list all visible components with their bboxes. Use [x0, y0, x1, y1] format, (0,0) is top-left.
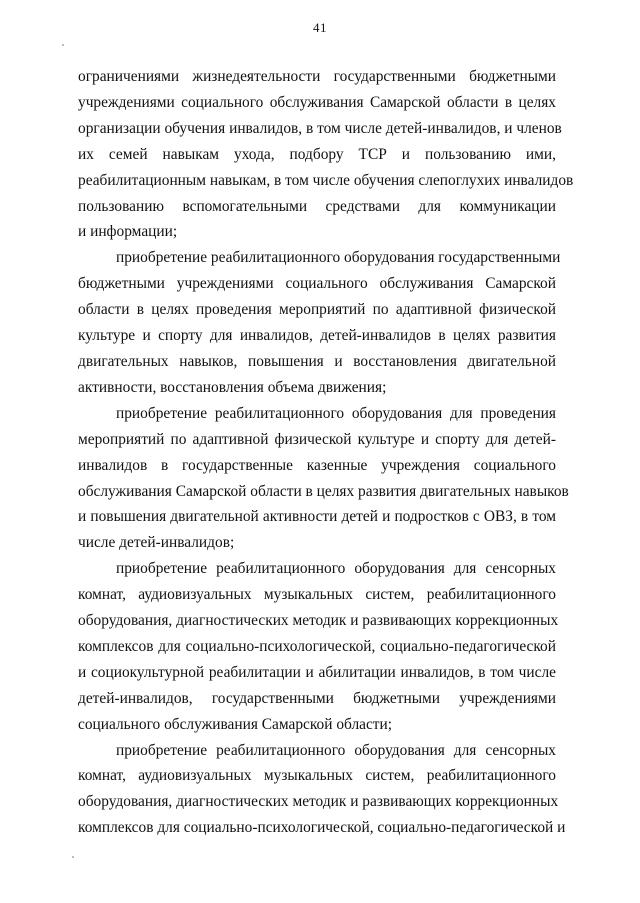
text-line: детей-инвалидов, государственными бюджетными учреждениями	[78, 689, 556, 707]
paragraph	[78, 245, 561, 400]
text-line: пользованию вспомогательными средствами для коммуникации	[78, 197, 556, 215]
text-line: комплексов для социально-психологической, социально-педагогической и	[78, 819, 566, 837]
text-line: комнат, аудиовизуальных музыкальных систем, реабилитационного	[78, 767, 556, 785]
text-line: и социокультурной реабилитации и абилитации инвалидов, в том числе	[78, 663, 556, 681]
text-line: культуре и спорту для инвалидов, детей-инвалидов в целях развития	[78, 327, 556, 345]
text-line: комнат, аудиовизуальных музыкальных систем, реабилитационного	[78, 586, 556, 604]
text-line: бюджетными учреждениями социального обслуживания Самарской	[78, 275, 556, 293]
text-line: ограничениями жизнедеятельности государственными бюджетными	[78, 68, 556, 85]
text-line: двигательных навыков, повышения и восстановления двигательной	[78, 352, 556, 370]
scan-speck	[72, 856, 74, 858]
text-line: комплексов для социально-психологической, социально-педагогической	[78, 637, 556, 655]
text-line: учреждениями социального обслуживания Самарской области в целях	[78, 93, 556, 111]
text-line: организации обучения инвалидов, в том числе детей-инвалидов, и членов	[78, 119, 562, 137]
text-line: приобретение реабилитационного оборудования для проведения	[116, 404, 556, 422]
text-line: их семей навыкам ухода, подбору ТСР и пользованию ими,	[78, 145, 556, 163]
paragraph	[78, 64, 574, 245]
text-line: социального обслуживания Самарской области;	[78, 715, 393, 733]
text-line: и информации;	[78, 223, 178, 241]
text-line: приобретение реабилитационного оборудования для сенсорных	[116, 560, 556, 578]
text-line: области в целях проведения мероприятий по адаптивной физической	[78, 301, 556, 319]
text-line: оборудования, диагностических методик и развивающих коррекционных	[78, 793, 559, 811]
text-line: мероприятий по адаптивной физической культуре и спорту для детей-	[78, 430, 556, 448]
paragraph	[78, 556, 559, 737]
text-line: оборудования, диагностических методик и развивающих коррекционных	[78, 612, 559, 630]
text-line: реабилитационным навыкам, в том числе обучения слепоглухих инвалидов	[78, 171, 574, 189]
body-text	[78, 64, 574, 841]
text-line: и повышения двигательной активности детей и подростков с ОВЗ, в том	[78, 508, 556, 526]
text-line: обслуживания Самарской области в целях развития двигательных навыков	[78, 482, 569, 500]
text-line: приобретение реабилитационного оборудования для сенсорных	[116, 741, 556, 759]
text-line: инвалидов в государственные казенные учреждения социального	[78, 456, 556, 474]
page-number: 41	[313, 20, 327, 35]
paragraph	[78, 401, 569, 556]
text-line: числе детей-инвалидов;	[78, 534, 235, 552]
text-line: активности, восстановления объема движения;	[78, 378, 387, 396]
text-line: приобретение реабилитационного оборудования государственными	[116, 249, 561, 267]
paragraph	[78, 738, 566, 842]
scan-speck	[62, 44, 64, 46]
